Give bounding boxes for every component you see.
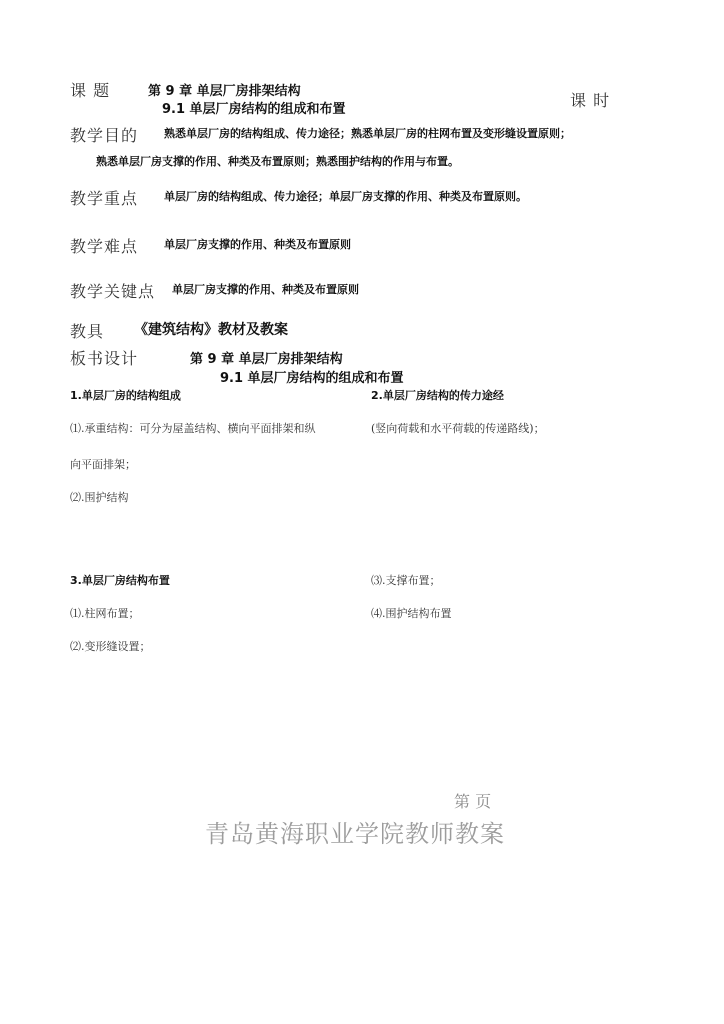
board-section-title: 9.1 单层厂房结构的组成和布置 — [220, 371, 404, 386]
chapter-title: 第 9 章 单层厂房排架结构 — [148, 84, 301, 99]
tools-label: 教具 — [70, 322, 105, 341]
board-heading-3: 3.单层厂房结构布置 — [70, 574, 170, 587]
board-h3-item3: ⑶.支撑布置； — [371, 574, 441, 587]
board-h1-item1b: 向平面排架； — [70, 458, 136, 471]
board-h1-item1a: ⑴.承重结构：可分为屋盖结构、横向平面排架和纵 — [70, 422, 316, 435]
hours-label: 课 时 — [570, 91, 611, 110]
board-heading-2: 2.单层厂房结构的传力途经 — [371, 389, 504, 402]
objectives-line1: 熟悉单层厂房的结构组成、传力途径；熟悉单层厂房的柱网布置及变形缝设置原则； — [164, 127, 571, 140]
board-label: 板书设计 — [70, 349, 139, 368]
critical-points-label: 教学关键点 — [70, 282, 156, 301]
objectives-line2: 熟悉单层厂房支撑的作用、种类及布置原则；熟悉围护结构的作用与布置。 — [96, 155, 459, 168]
key-points-label: 教学重点 — [70, 189, 139, 208]
board-h3-item1: ⑴.柱网布置； — [70, 607, 140, 620]
board-h3-item4: ⑷.围护结构布置 — [371, 607, 452, 620]
board-chapter-title: 第 9 章 单层厂房排架结构 — [190, 352, 343, 367]
board-h3-item2: ⑵.变形缝设置； — [70, 640, 151, 653]
school-name: 青岛黄海职业学院教师教案 — [205, 820, 505, 848]
topic-label: 课 题 — [70, 81, 111, 100]
objectives-label: 教学目的 — [70, 126, 139, 145]
difficulties-label: 教学难点 — [70, 237, 139, 256]
difficulties-text: 单层厂房支撑的作用、种类及布置原则 — [164, 238, 351, 251]
board-h2-text: (竖向荷载和水平荷载的传递路线)； — [371, 422, 545, 435]
board-h1-item2: ⑵.围护结构 — [70, 491, 129, 504]
critical-points-text: 单层厂房支撑的作用、种类及布置原则 — [172, 283, 359, 296]
board-heading-1: 1.单层厂房的结构组成 — [70, 389, 181, 402]
key-points-text: 单层厂房的结构组成、传力途径；单层厂房支撑的作用、种类及布置原则。 — [164, 190, 527, 203]
section-title: 9.1 单层厂房结构的组成和布置 — [162, 102, 346, 117]
page-number-label: 第 页 — [454, 792, 492, 811]
tools-text: 《建筑结构》教材及教案 — [134, 322, 288, 338]
